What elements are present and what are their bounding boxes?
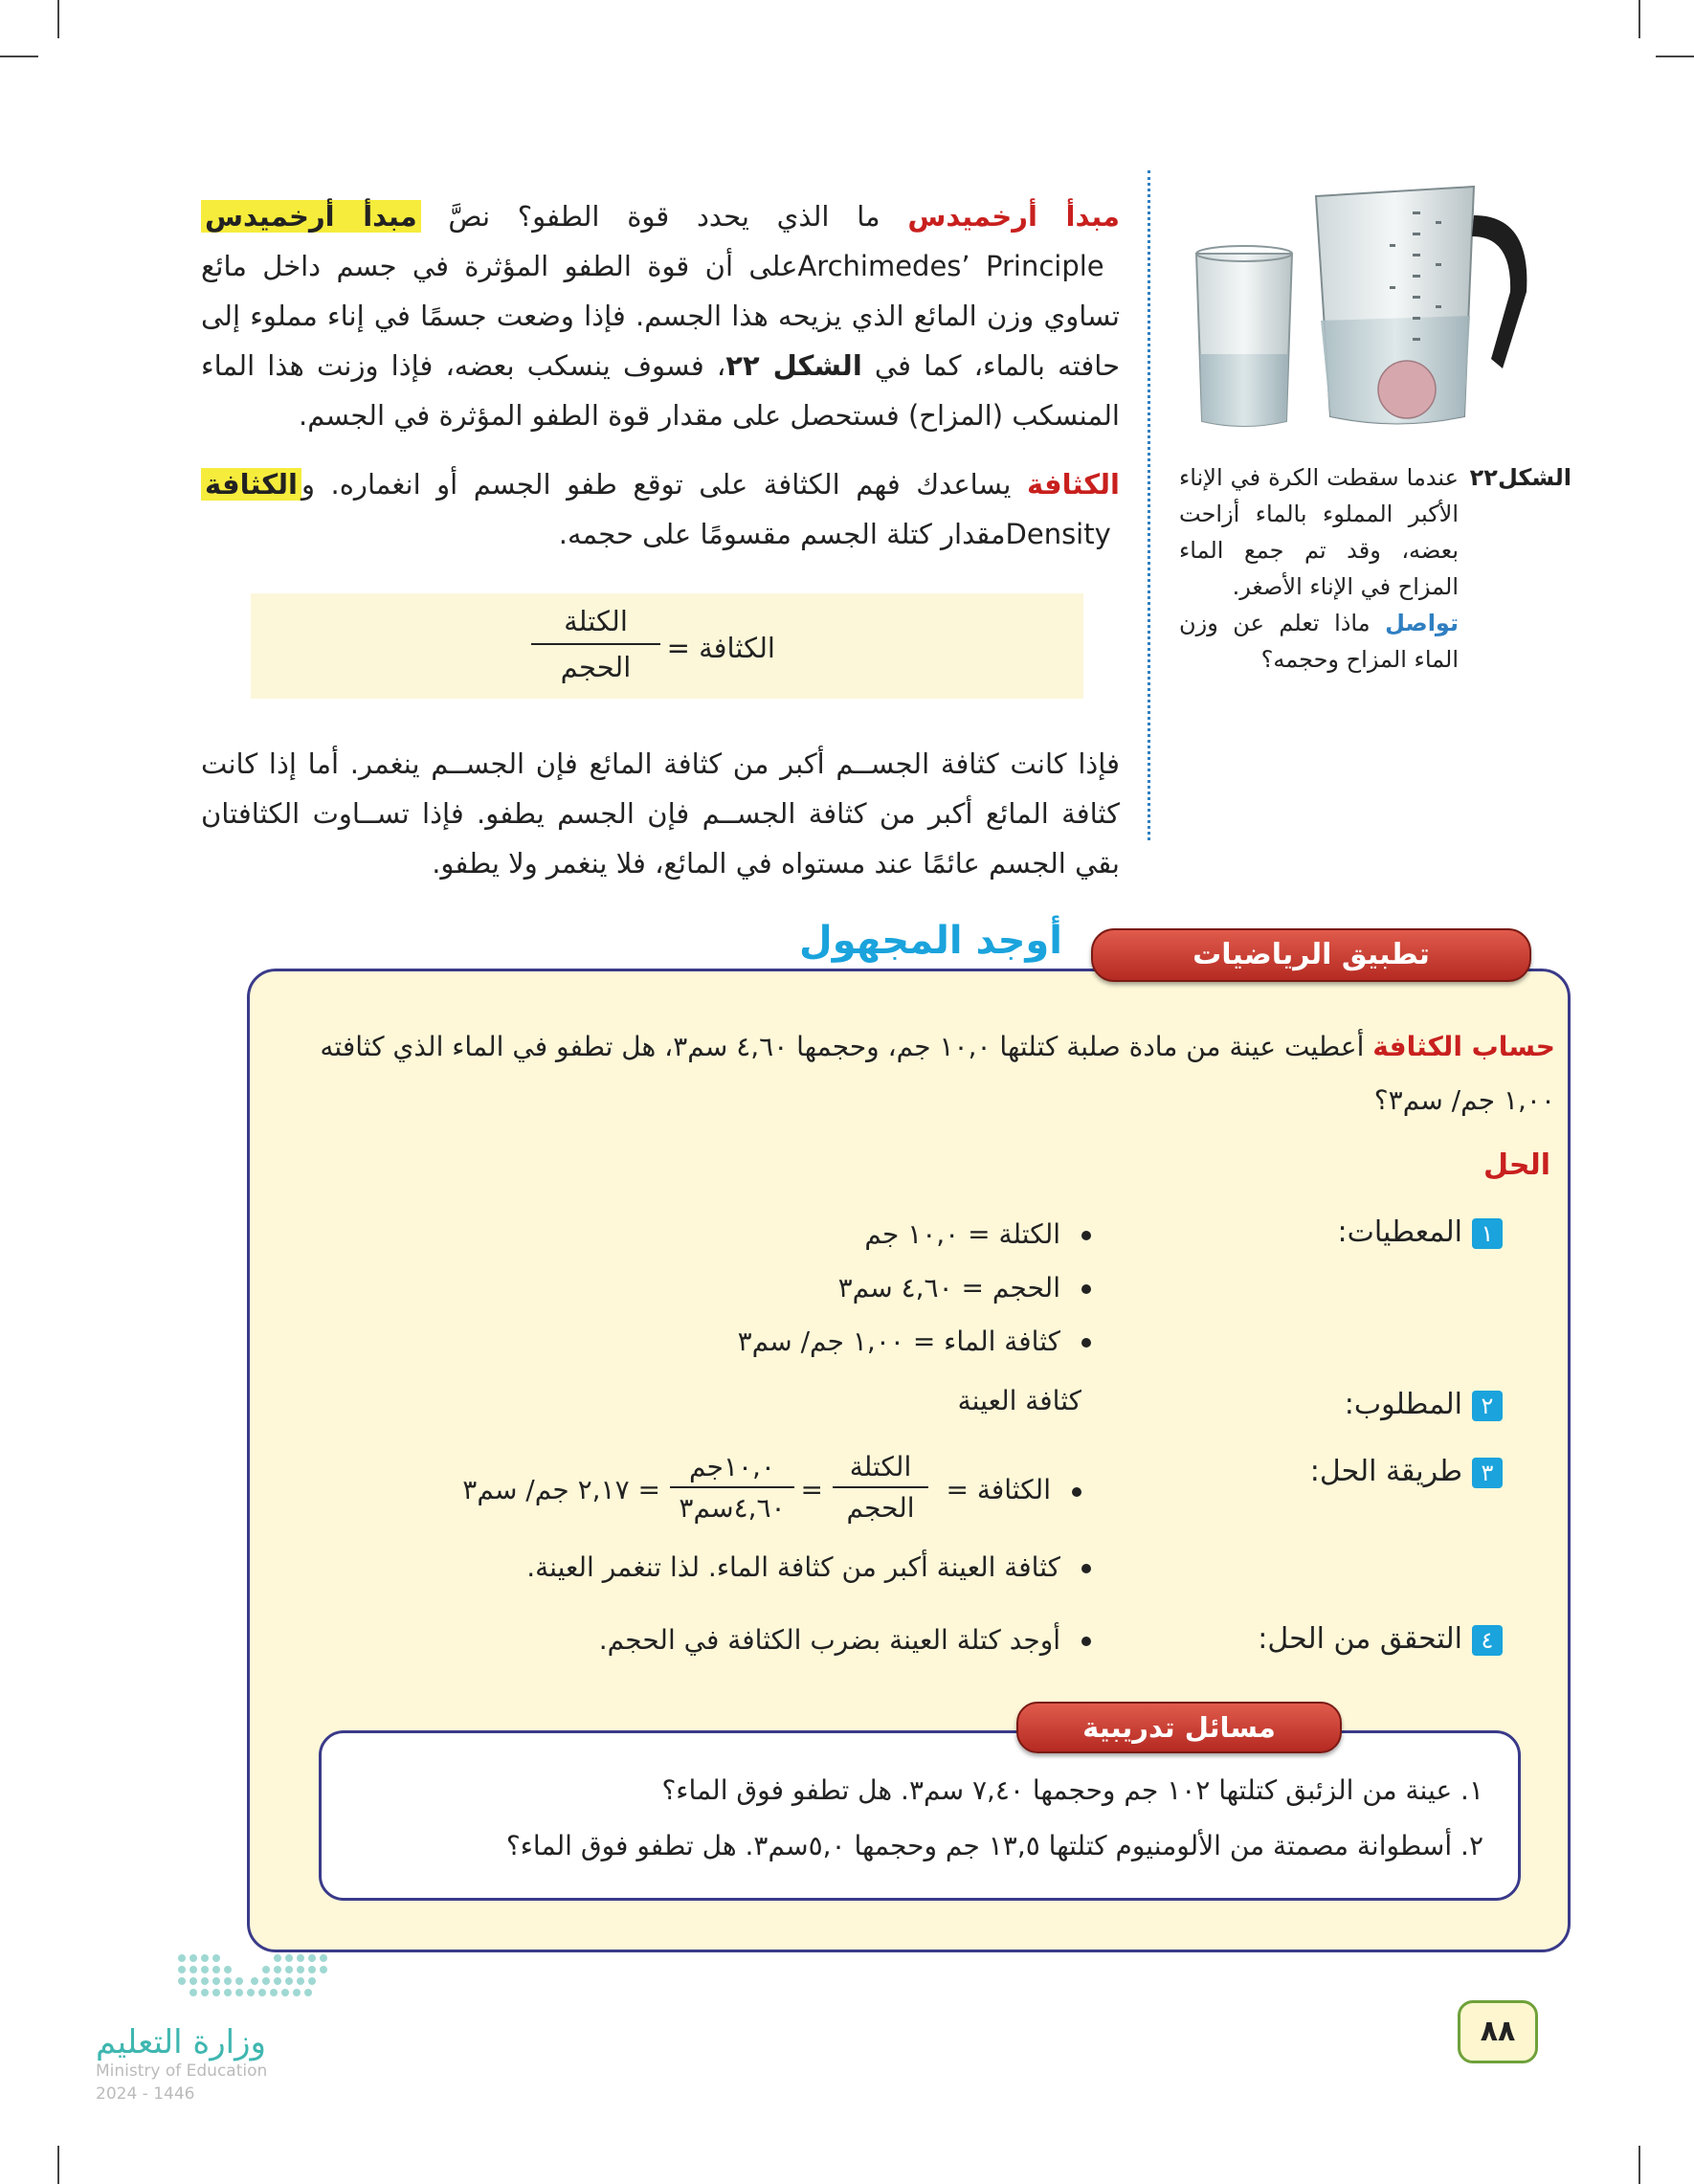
- page-number: ٨٨: [1458, 2000, 1538, 2063]
- column-separator: [1148, 170, 1150, 840]
- float-sink-paragraph: فإذا كانت كثافة الجســم أكبر من كثافة المائع فإن الجســم ينغمر. أما إذا كانت كثافة المائع أكبر من كثافة الجســم فإن الجسم يطفو. فإذا تســاوت الكثافتان بقي الجسم عائمًا عند مستواه في المائع، فلا ينغمر ولا يطفو.: [201, 747, 1120, 880]
- value-fraction: ١٠,٠جم ٤,٦٠سم٣: [670, 1451, 794, 1524]
- practice-banner: مسائل تدريبية: [1016, 1702, 1342, 1753]
- required-value: كثافة العينة: [957, 1385, 1081, 1416]
- crop-mark: [1638, 0, 1640, 38]
- highlight-archimedes: مبدأ أرخميدس: [201, 200, 421, 233]
- ministry-name-en: Ministry of Education: [96, 2061, 268, 2081]
- step-given: ١المعطيات:: [1244, 1215, 1503, 1249]
- list-item: الحجم = ٤,٦٠ سم٣: [574, 1261, 1091, 1315]
- figure-label: الشكل٢٢: [1469, 464, 1571, 491]
- given-list: [574, 1208, 1091, 1369]
- crop-mark: [0, 56, 38, 57]
- practice-list: [345, 1763, 1483, 1874]
- step-check: ٤التحقق من الحل:: [1206, 1622, 1503, 1656]
- solution-label: الحل: [1483, 1148, 1550, 1182]
- main-text: [201, 191, 1120, 578]
- crop-mark: [57, 2146, 59, 2184]
- list-item: ١. عينة من الزئبق كتلتها ١٠٢ جم وحجمها ٧,٤٠ سم٣. هل تطفو فوق الماء؟: [661, 1774, 1483, 1806]
- problem-label: حساب الكثافة: [1372, 1031, 1555, 1062]
- term-archimedes: مبدأ أرخميدس: [907, 200, 1120, 233]
- density-formula: الكثافة = الكتلة الحجم: [517, 605, 775, 691]
- problem-statement: حساب الكثافة أعطيت عينة من مادة صلبة كتلتها ١٠,٠ جم، وحجمها ٤,٦٠ سم٣، هل تطفو في الماء الذي كثافته ١,٠٠ جم/ سم٣؟: [320, 1031, 1555, 1116]
- step-method: ٣طريقة الحل:: [1244, 1455, 1503, 1488]
- density-paragraph: الكثافة يساعدك فهم الكثافة على توقع طفو الجسم أو انغماره. والكثافة Density مقدار كتلة الجسم مقسومًا على حجمه.: [201, 459, 1120, 559]
- method-note: كثافة العينة أكبر من كثافة الماء. لذا تنغمر العينة.: [479, 1541, 1091, 1594]
- list-item: كثافة الماء = ١,٠٠ جم/ سم٣: [574, 1315, 1091, 1369]
- figure-reference: الشكل ٢٢: [725, 349, 862, 382]
- measuring-jug: [1316, 187, 1527, 424]
- check-note: أوجد كتلة العينة بضرب الكثافة في الحجم.: [479, 1614, 1091, 1667]
- crop-mark: [1656, 56, 1694, 57]
- density-equation: الكثافة = الكتلة الحجم = ١٠,٠جم ٤,٦٠سم٣ = ٢,١٧ جم/ سم٣: [421, 1451, 1081, 1537]
- academic-year: 2024 - 1446: [96, 2084, 195, 2104]
- crop-mark: [57, 0, 59, 38]
- highlight-density: الكثافة: [201, 468, 301, 501]
- crop-mark: [1638, 2146, 1640, 2184]
- term-density: الكثافة: [1027, 468, 1120, 501]
- find-unknown-title: أوجد المجهول: [799, 919, 1062, 963]
- communicate-label: تواصل: [1385, 610, 1459, 636]
- step-required: ٢المطلوب:: [1244, 1388, 1503, 1421]
- figure-caption: [1179, 459, 1571, 678]
- small-beaker: [1196, 246, 1292, 426]
- archimedes-paragraph: مبدأ أرخميدس ما الذي يحدد قوة الطفو؟ نصَّ مبدأ أرخميدس Archimedes’ Principle على أن قوة الطفو المؤثرة في جسم داخل مائع تساوي وزن المائع الذي يزيحه هذا الجسم. فإذا وضعت جسمًا في إناء مملوء إلى حافته بالماء، كما في الشكل ٢٢، فسوف ينسكب بعضه، فإذا وزنت هذا الماء المنسكب (المزاح) فستحصل على مقدار قوة الطفو المؤثرة في الجسم.: [201, 200, 1120, 432]
- beakers-figure: [1187, 177, 1570, 445]
- ball: [1378, 361, 1436, 418]
- ministry-name-ar: وزارة التعليم: [96, 2023, 266, 2061]
- list-item: ٢. أسطوانة مصمتة من الألومنيوم كتلتها ١٣,٥ جم وحجمها ٥,٠سم٣. هل تطفو فوق الماء؟: [505, 1830, 1483, 1861]
- caption-body: عندما سقطت الكرة في الإناء الأكبر المملوء بالماء أزاحت بعضه، وقد تم جمع الماء المزاح في الإناء الأصغر. تواصل ماذا تعلم عن وزن الماء المزاح وحجمه؟: [1179, 464, 1459, 673]
- list-item: الكتلة = ١٠,٠ جم: [574, 1208, 1091, 1261]
- formula-fraction: الكتلة الحجم: [531, 605, 660, 683]
- mass-over-volume: الكتلة الحجم: [833, 1451, 928, 1524]
- math-application-banner: تطبيق الرياضيات: [1091, 928, 1531, 982]
